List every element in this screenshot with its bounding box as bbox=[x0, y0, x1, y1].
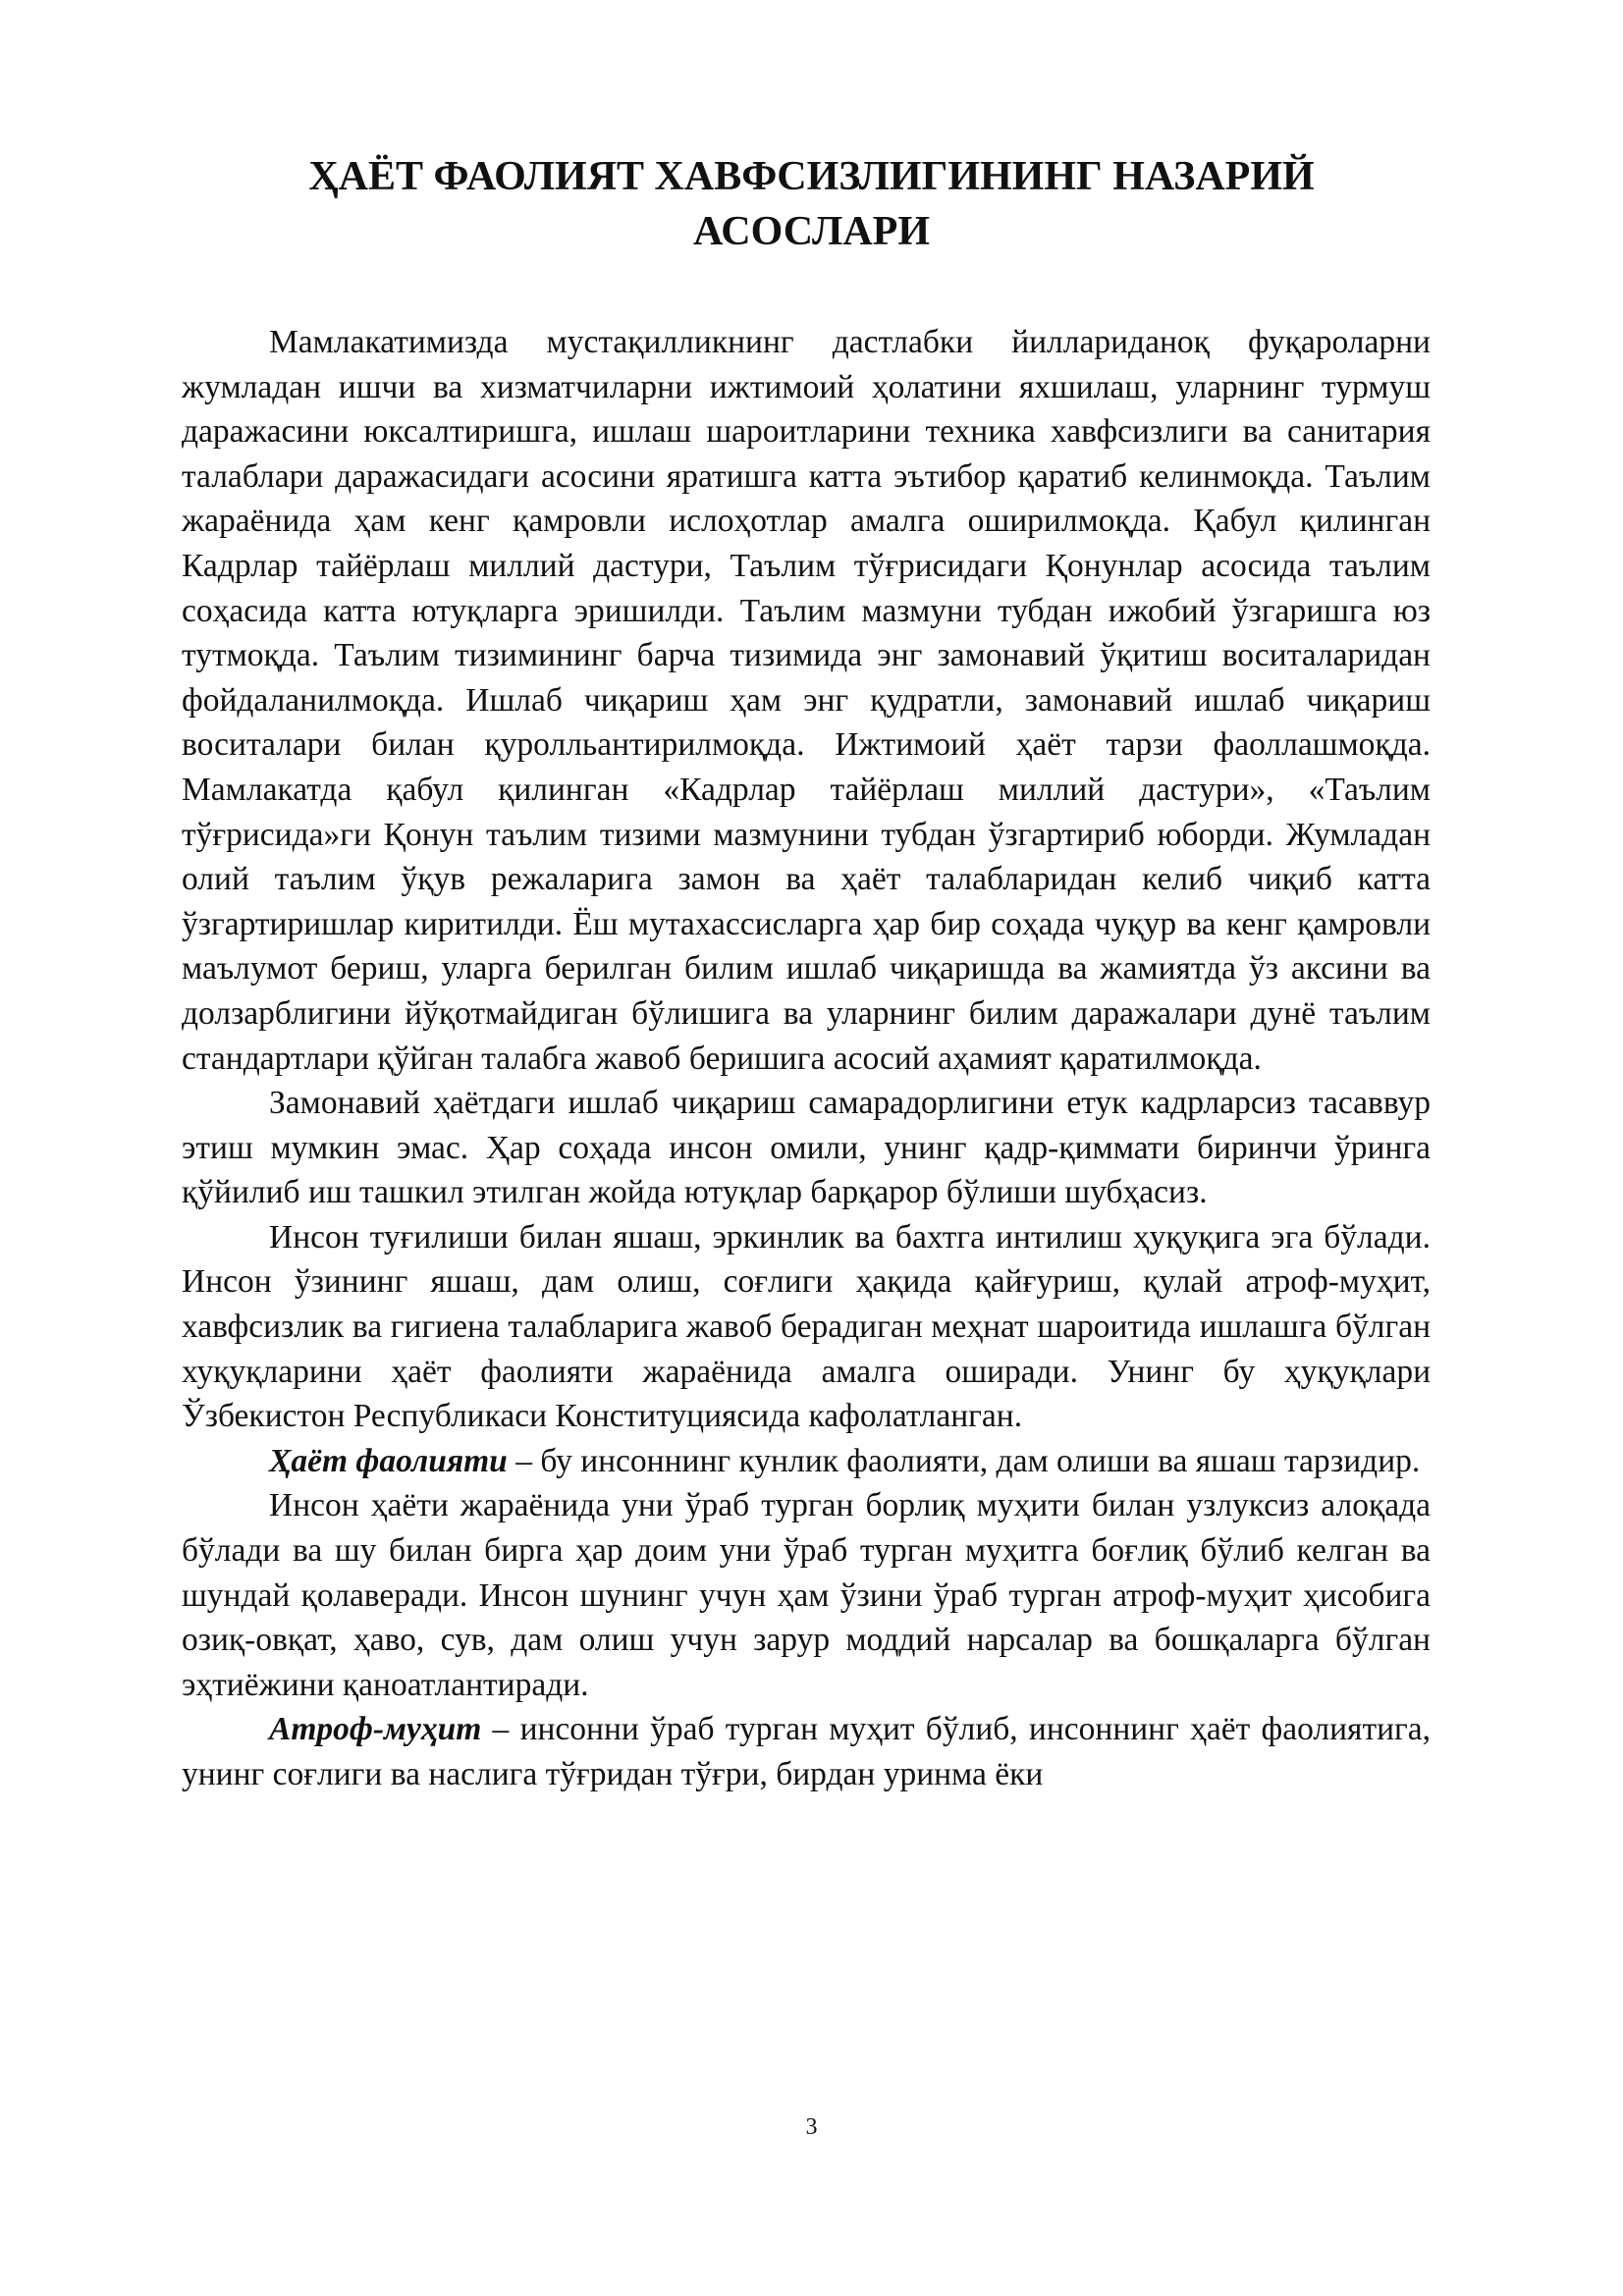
paragraph-3-text: Инсон туғилиши билан яшаш, эркинлик ва бахтга интилиш ҳуқуқига эга бўлади. Инсон ўзининг яшаш, дам олиш, соғлиги ҳақида қайғуриш, қулай атроф-муҳит, хавфсизлик ва гигиена талабларига жавоб берадиган меҳнат шароитида ишлашга бўлган хуқуқларини ҳаёт фаолияти жараёнида амалга оширади. Унинг бу ҳуқуқлари Ўзбекистон Республикаси Конституциясида кафолатланган. bbox=[182, 1218, 1431, 1435]
paragraph-6-text: – инсонни ўраб турган муҳит бўлиб, инсоннинг ҳаёт фаолиятига, унинг соғлиги ва наслига тўғридан тўғри, бирдан уринма ёки bbox=[182, 1711, 1431, 1792]
paragraph-4-text: – бу инсоннинг кунлик фаолияти, дам олиши ва яшаш тарзидир. bbox=[507, 1442, 1421, 1479]
title-line-2: АСОСЛАРИ bbox=[693, 209, 930, 254]
paragraph-6 bbox=[182, 1707, 1431, 1796]
term-hayot-faoliyati: Ҳаёт фаолияти bbox=[269, 1442, 508, 1479]
body-text bbox=[182, 320, 1431, 1797]
term-atrof-muhit: Атроф-муҳит bbox=[269, 1711, 482, 1748]
page-title bbox=[147, 149, 1476, 259]
paragraph-5-text: Инсон ҳаёти жараёнида уни ўраб турган борлиқ муҳити билан узлуксиз алоқада бўлади ва шу билан бирга ҳар доим уни ўраб турган муҳитга боғлиқ бўлиб келган ва шундай қолаверади. Инсон шунинг учун ҳам ўзини ўраб турган атроф-муҳит ҳисобига озиқ-овқат, ҳаво, сув, дам олиш учун зарур моддий нарсалар ва бошқаларга бўлган эҳтиёжини қаноатлантиради. bbox=[182, 1487, 1431, 1703]
page-number: 3 bbox=[805, 2114, 818, 2140]
title-line-1: ҲАЁТ ФАОЛИЯТ ХАВФСИЗЛИГИНИНГ НАЗАРИЙ bbox=[308, 154, 1315, 199]
paragraph-5 bbox=[182, 1483, 1431, 1707]
paragraph-3 bbox=[182, 1215, 1431, 1439]
paragraph-4 bbox=[182, 1439, 1431, 1484]
paragraph-1 bbox=[182, 320, 1431, 1081]
paragraph-2 bbox=[182, 1081, 1431, 1215]
paragraph-1-text: Мамлакатимизда мустақилликнинг дастлабки йиллариданоқ фуқароларни жумладан ишчи ва хизматчиларни ижтимоий ҳолатини яхшилаш, уларнинг турмуш даражасини юксалтиришга, ишлаш шароитларини техника хавфсизлиги ва санитария талаблари даражасидаги асосини яратишга катта эътибор қаратиб келинмоқда. Таълим жараёнида ҳам кенг қамровли ислоҳотлар амалга оширилмоқда. Қабул қилинган Кадрлар тайёрлаш миллий дастури, Таълим тўғрисидаги Қонунлар асосида таълим соҳасида катта ютуқларга эришилди. Таълим мазмуни тубдан ижобий ўзгаришга юз тутмоқда. Таълим тизимининг барча тизимида энг замонавий ўқитиш воситаларидан фойдаланилмоқда. Ишлаб чиқариш ҳам энг қудратли, замонавий ишлаб чиқариш воситалари билан қуролльантирилмоқда. Ижтимоий ҳаёт тарзи фаоллашмоқда. Мамлакатда қабул қилинган «Кадрлар тайёрлаш миллий дастури», «Таълим тўғрисида»ги Қонун таълим тизими мазмунини тубдан ўзгартириб юборди. Жумладан олий таълим ўқув режаларига замон ва ҳаёт талабларидан келиб чиқиб катта ўзгартиришлар киритилди. Ёш мутахассисларга ҳар бир соҳада чуқур ва кенг қамровли маълумот бериш, уларга берилган билим ишлаб чиқаришда ва жамиятда ўз аксини ва долзарблигини йўқотмайдиган бўлишига ва уларнинг билим даражалари дунё таълим стандартлари қўйган талабга жавоб беришига асосий аҳамият қаратилмоқда. bbox=[182, 324, 1431, 1077]
paragraph-2-text: Замонавий ҳаётдаги ишлаб чиқариш самарадорлигини етук кадрларсиз тасаввур этиш мумкин эмас. Ҳар соҳада инсон омили, унинг қадр-қиммати биринчи ўринга қўйилиб иш ташкил этилган жойда ютуқлар барқарор бўлиши шубҳасиз. bbox=[182, 1085, 1431, 1211]
